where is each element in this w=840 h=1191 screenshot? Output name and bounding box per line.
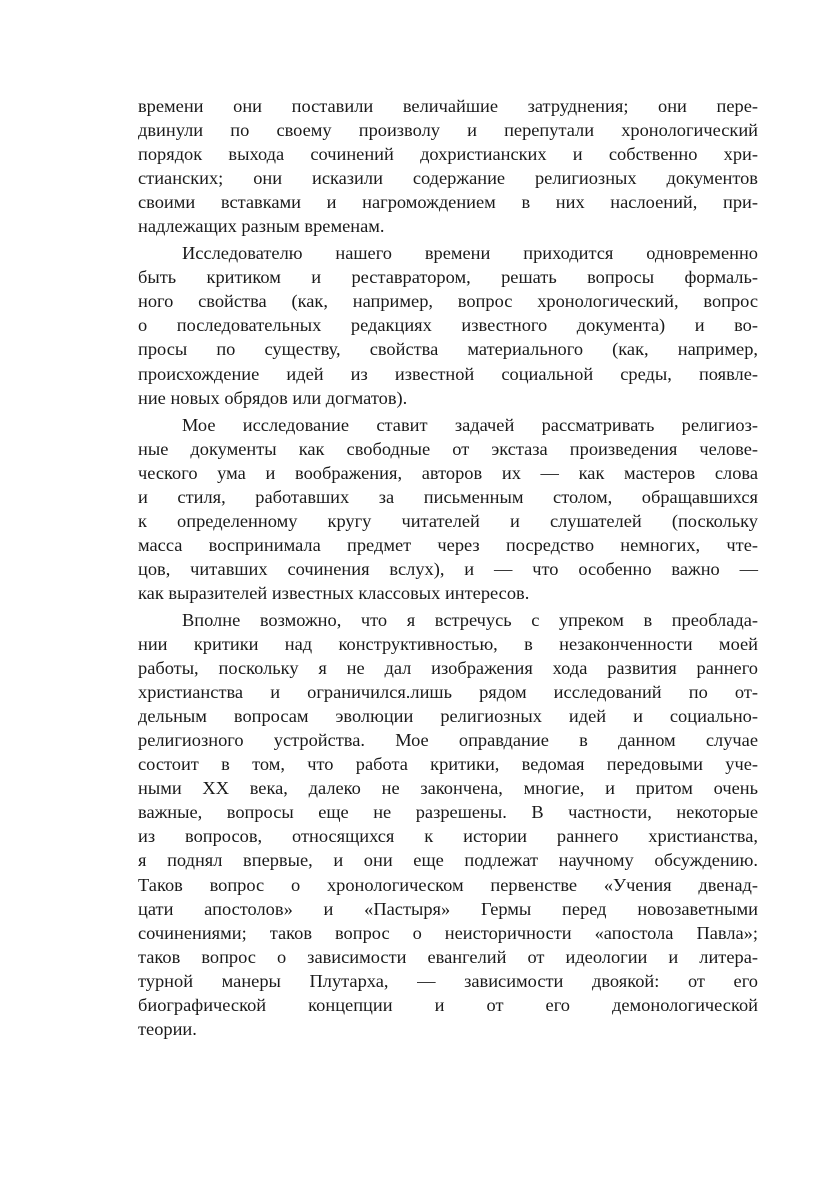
text-line: порядок выхода сочинений дохристианских и собственно хри- [138,144,758,165]
text-line: времени они поставили величайшие затруднения; они пере- [138,96,758,116]
text-line: и стиля, работавших за письменным столом, обращавшихся [138,486,758,507]
paragraph [138,413,758,605]
text-line: важные, вопросы еще не разрешены. В частности, некоторые [138,802,758,823]
text-line: масса воспринимала предмет через посредство немногих, чте- [138,534,758,555]
text-line: я поднял впервые, и они еще подлежат научному обсуждению. [138,850,758,871]
text-line: двинули по своему произволу и перепутали хронологический [138,120,758,141]
text-line: Таков вопрос о хронологическом первенстве «Учения двенад- [138,874,758,895]
text-line: как выразителей известных классовых интересов. [138,582,530,603]
text-line: работы, поскольку я не дал изображения хода развития раннего [138,658,758,679]
text-line: своими вставками и нагромождением в них наслоений, при- [138,192,758,213]
text-line: цати апостолов» и «Пастыря» Гермы перед новозаветными [138,898,758,919]
text-line: религиозного устройства. Мое оправдание в данном случае [138,730,758,751]
text-line: таков вопрос о зависимости евангелий от идеологии и литера- [138,946,758,967]
text-line: быть критиком и реставратором, решать вопросы формаль- [138,267,758,288]
text-line: происхождение идей из известной социальной среды, появле- [138,363,758,384]
text-line: состоит в том, что работа критики, ведомая передовыми уче- [138,754,758,775]
text-line: ными XX века, далеко не закончена, многие, и притом очень [138,778,758,799]
text-line: биографической концепции и от его демонологической [138,994,758,1015]
text-line: ные документы как свободные от экстаза произведения челове- [138,438,758,459]
paragraph [138,94,758,238]
text-line: дельным вопросам эволюции религиозных идей и социально- [138,706,758,727]
text-line: ние новых обрядов или догматов). [138,387,408,408]
text-line: турной манеры Плутарха, — зависимости двоякой: от его [138,970,758,991]
text-line: о последовательных редакциях известного документа) и во- [138,315,758,336]
text-line: надлежащих разным временам. [138,216,385,237]
text-line: Вполне возможно, что я встречусь с упреком в преоблада- [182,609,758,630]
text-line: нии критики над конструктивностью, в незаконченности моей [138,634,758,655]
text-line: к определенному кругу читателей и слушателей (поскольку [138,510,758,531]
text-line: Мое исследование ставит задачей рассматривать религиоз- [182,414,758,435]
text-line: Исследователю нашего времени приходится одновременно [182,243,758,264]
text-line: из вопросов, относящихся к истории раннего христианства, [138,826,758,847]
body-text [138,94,758,1041]
text-line: сочинениями; таков вопрос о неисторичности «апостола Павла»; [138,922,758,943]
text-line: ческого ума и воображения, авторов их — как мастеров слова [138,462,758,483]
paragraph [138,608,758,1041]
text-line: стианских; они исказили содержание религиозных документов [138,168,758,189]
text-line: ного свойства (как, например, вопрос хронологический, вопрос [138,291,758,312]
text-line: просы по существу, свойства материального (как, например, [138,339,758,360]
paragraph [138,241,758,409]
text-line: христианства и ограничился.лишь рядом исследований по от- [138,682,758,703]
text-line: цов, читавших сочинения вслух), и — что особенно важно — [138,558,758,579]
text-line: теории. [138,1018,197,1039]
